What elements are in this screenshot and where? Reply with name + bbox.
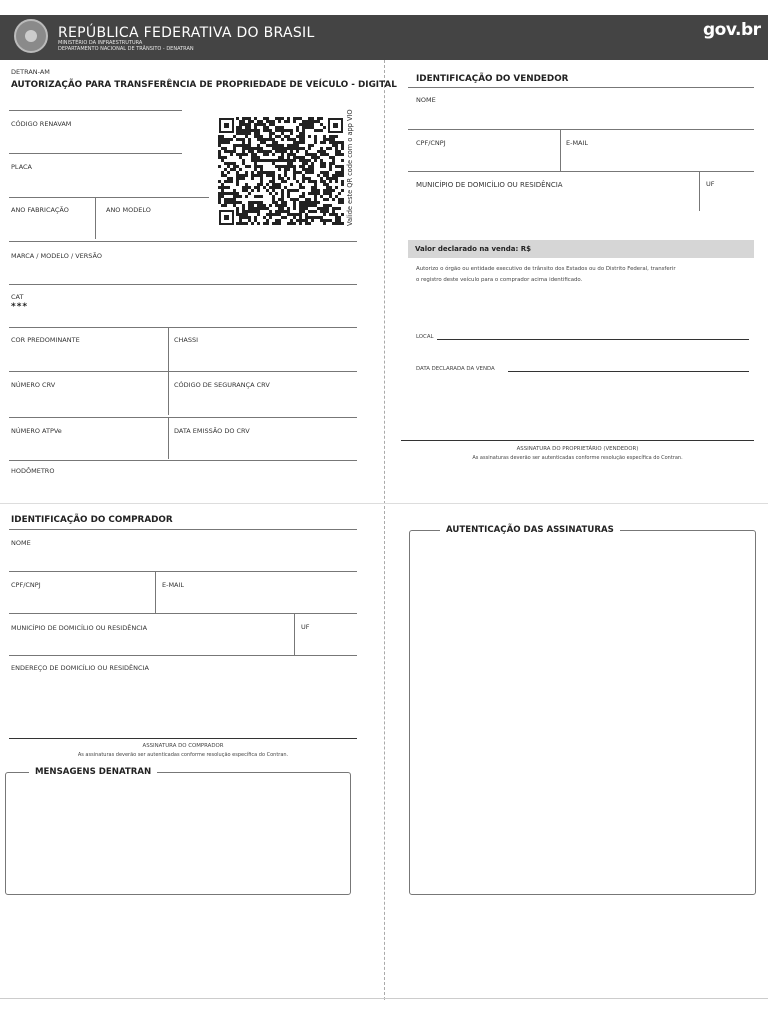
buyer-uf-label: UF xyxy=(301,623,310,631)
buyer-endereco-label: ENDEREÇO DE DOMICÍLIO OU RESIDÊNCIA xyxy=(11,664,149,672)
valor-declarado-label: Valor declarado na venda: R$ xyxy=(415,245,531,253)
atpve-label: NÚMERO ATPVe xyxy=(11,427,62,435)
renavam-label: CÓDIGO RENAVAM xyxy=(11,120,72,128)
cat-label: CAT xyxy=(11,293,24,301)
divider xyxy=(168,371,169,415)
bottom-line xyxy=(0,998,768,999)
valor-declarado-bar xyxy=(408,240,754,258)
buyer-municipio-label: MUNICÍPIO DE DOMICÍLIO OU RESIDÊNCIA xyxy=(11,624,148,632)
divider xyxy=(9,529,357,530)
ano-modelo-label: ANO MODELO xyxy=(106,206,151,214)
buyer-nome-label: NOME xyxy=(11,539,31,547)
seller-title: IDENTIFICAÇÃO DO VENDEDOR xyxy=(416,74,569,84)
divider xyxy=(168,417,169,459)
placa-label: PLACA xyxy=(11,163,33,171)
marca-label: MARCA / MODELO / VERSÃO xyxy=(11,252,102,260)
seller-signature-line xyxy=(401,440,754,441)
divider xyxy=(95,197,96,239)
data-venda-label: DATA DECLARADA DA VENDA xyxy=(416,366,495,372)
crv-label: NÚMERO CRV xyxy=(11,381,56,389)
divider xyxy=(560,129,561,171)
divider xyxy=(9,571,357,572)
govbr-logo[interactable]: gov.br xyxy=(703,20,761,40)
mensagens-box xyxy=(5,772,351,895)
divider xyxy=(9,460,357,461)
autenticacao-title: AUTENTICAÇÃO DAS ASSINATURAS xyxy=(440,525,620,535)
seller-municipio-label: MUNICÍPIO DE DOMICÍLIO OU RESIDÊNCIA xyxy=(416,181,563,189)
buyer-email-label: E-MAIL xyxy=(162,581,185,589)
cor-label: COR PREDOMINANTE xyxy=(11,336,80,344)
divider xyxy=(9,327,357,328)
divider xyxy=(155,571,156,613)
header-title: REPÚBLICA FEDERATIVA DO BRASIL xyxy=(58,25,315,41)
divider xyxy=(408,171,754,172)
divider xyxy=(408,129,754,130)
autorizo-text-1: Autorizo o órgão ou entidade executivo de trânsito dos Estados ou do Distrito Federal, transferir xyxy=(416,266,676,272)
header-subtitle-ministry: MINISTÉRIO DA INFRAESTRUTURA xyxy=(58,40,143,46)
autorizo-text-2: o registro deste veículo para o comprador acima identificado. xyxy=(416,277,583,283)
vehicle-form-title: AUTORIZAÇÃO PARA TRANSFERÊNCIA DE PROPRIEDADE DE VEÍCULO - DIGITAL xyxy=(11,80,397,90)
buyer-cpf-label: CPF/CNPJ xyxy=(11,581,41,589)
divider xyxy=(9,197,209,198)
divider xyxy=(9,371,357,372)
horizontal-fold-line xyxy=(0,503,768,504)
autenticacao-box xyxy=(409,530,756,895)
chassi-label: CHASSI xyxy=(174,336,199,344)
divider xyxy=(9,241,357,242)
divider xyxy=(294,613,295,655)
agency-label: DETRAN-AM xyxy=(11,68,50,76)
buyer-signature-line xyxy=(9,738,357,739)
vertical-fold-line xyxy=(384,60,385,1000)
divider xyxy=(9,417,357,418)
buyer-title: IDENTIFICAÇÃO DO COMPRADOR xyxy=(11,515,173,525)
divider xyxy=(9,284,357,285)
divider xyxy=(699,171,700,211)
codigo-seguranca-label: CÓDIGO DE SEGURANÇA CRV xyxy=(174,381,270,389)
divider xyxy=(168,327,169,371)
seller-signature-label: ASSINATURA DO PROPRIETÁRIO (VENDEDOR) xyxy=(516,446,639,452)
buyer-signature-note: As assinaturas deverão ser autenticadas conforme resolução específica do Contran. xyxy=(77,752,289,758)
mensagens-title: MENSAGENS DENATRAN xyxy=(29,767,157,777)
qr-code xyxy=(218,117,344,226)
local-label: LOCAL xyxy=(416,334,434,340)
ano-fabricacao-label: ANO FABRICAÇÃO xyxy=(11,206,69,214)
data-emissao-label: DATA EMISSÃO DO CRV xyxy=(174,427,250,435)
cat-value: *** xyxy=(11,302,29,312)
divider xyxy=(9,153,182,154)
gov-header xyxy=(0,15,768,60)
qr-caption: Valide este QR code com o app VIO xyxy=(346,109,354,226)
local-line xyxy=(437,339,749,340)
divider xyxy=(9,613,357,614)
divider xyxy=(9,655,357,656)
seller-signature-note: As assinaturas deverão ser autenticadas conforme resolução específica do Contran. xyxy=(472,455,683,461)
hodometro-label: HODÔMETRO xyxy=(11,467,55,475)
header-subtitle-department: DEPARTAMENTO NACIONAL DE TRÂNSITO - DENATRAN xyxy=(58,46,194,52)
coat-of-arms-icon xyxy=(14,19,48,53)
buyer-signature-label: ASSINATURA DO COMPRADOR xyxy=(142,743,224,749)
divider xyxy=(408,87,754,88)
seller-uf-label: UF xyxy=(706,180,715,188)
seller-nome-label: NOME xyxy=(416,96,436,104)
seller-cpf-label: CPF/CNPJ xyxy=(416,139,446,147)
divider xyxy=(9,110,182,111)
seller-email-label: E-MAIL xyxy=(566,139,589,147)
data-venda-line xyxy=(508,371,749,372)
